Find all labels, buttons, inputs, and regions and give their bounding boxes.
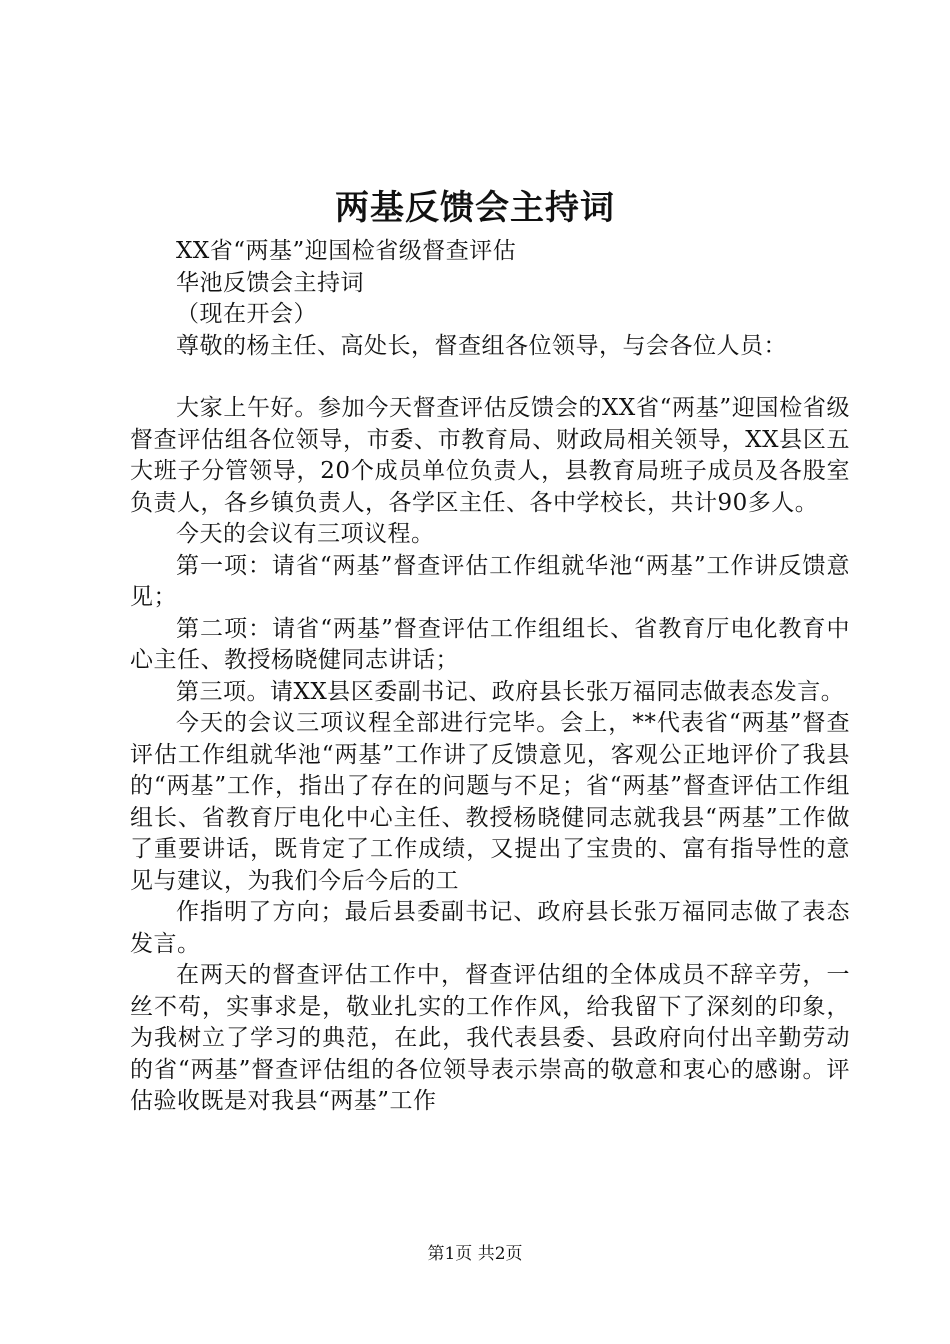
- paragraph-summary-continued: 作指明了方向；最后县委副书记、政府县长张万福同志做了表态发言。: [130, 899, 850, 957]
- page-number-footer: 第1页 共2页: [427, 1244, 523, 1264]
- document-title: 两基反馈会主持词: [335, 188, 615, 228]
- paragraph-agenda-item-1: 第一项：请省“两基”督查评估工作组就华池“两基”工作讲反馈意见；: [130, 552, 850, 610]
- paragraph-summary: 今天的会议三项议程全部进行完毕。会上，**代表省“两基”督查评估工作组就华池“两基”工作讲了反馈意见，客观公正地评价了我县的“两基”工作，指出了存在的问题与不足；省“两基”督查评估工作组组长、省教育厅电化中心主任、教授杨晓健同志就我县“两基”工作做了重要讲话，既肯定了工作成绩，又提出了宝贵的、富有指导性的意见与建议，为我们今后今后的工: [130, 710, 850, 894]
- paragraph-heading-line-2: 华池反馈会主持词: [176, 269, 364, 296]
- paragraph-agenda-item-3: 第三项。请XX县区委副书记、政府县长张万福同志做表态发言。: [176, 678, 845, 705]
- paragraph-opening-note: （现在开会）: [176, 301, 317, 327]
- paragraph-agenda-intro: 今天的会议有三项议程。: [176, 521, 435, 547]
- document-body: [130, 236, 850, 1118]
- paragraph-thanks: 在两天的督查评估工作中，督查评估组的全体成员不辞辛劳，一丝不苟，实事求是，敬业扎实的工作作风，给我留下了深刻的印象，为我树立了学习的典范，在此，我代表县委、县政府向付出辛勤劳动的省“两基”督查评估组的各位领导表示崇高的敬意和衷心的感谢。评估验收既是对我县“两基”工作: [130, 962, 850, 1114]
- paragraph-agenda-item-2: 第二项：请省“两基”督查评估工作组组长、省教育厅电化教育中心主任、教授杨晓健同志讲话；: [130, 615, 850, 673]
- paragraph-salutation: 尊敬的杨主任、高处长，督查组各位领导，与会各位人员：: [176, 332, 787, 359]
- paragraph-greeting: 大家上午好。参加今天督查评估反馈会的XX省“两基”迎国检省级督查评估组各位领导，市委、市教育局、财政局相关领导，XX县区五大班子分管领导，20个成员单位负责人，县教育局班子成员及各股室负责人，各乡镇负责人，各学区主任、各中学校长，共计90多人。: [130, 395, 850, 516]
- paragraph-heading-line-1: XX省“两基”迎国检省级督查评估: [176, 238, 517, 264]
